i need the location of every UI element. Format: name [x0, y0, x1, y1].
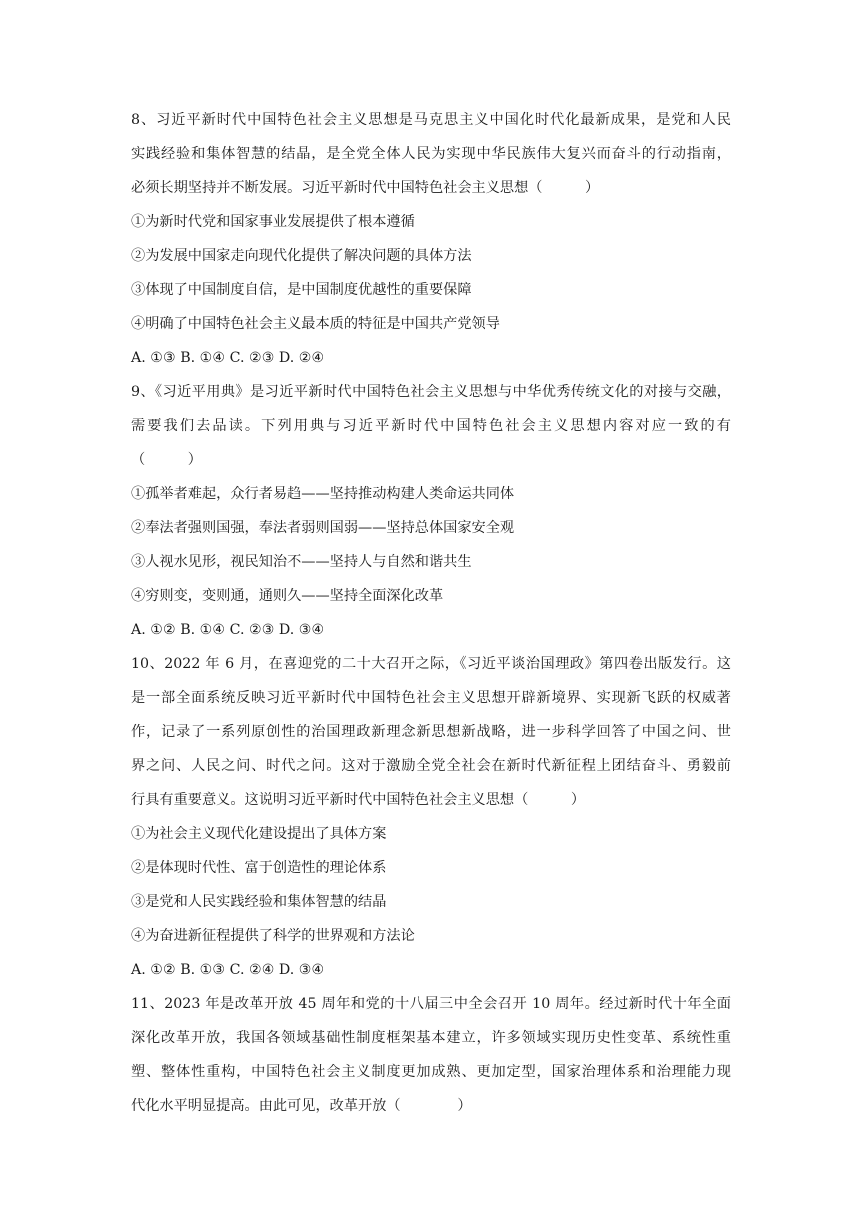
question-9-stem-line-3: （ ） [131, 452, 202, 468]
question-9-option-3: ③人视水见形，视民知治不——坚持人与自然和谐共生 [131, 554, 472, 570]
page-content [131, 103, 731, 1123]
question-11-stem-line-4: 代化水平明显提高。由此可见，改革开放（ ） [131, 1098, 472, 1114]
question-8 [131, 103, 731, 375]
question-8-option-2: ②为发展中国家走向现代化提供了解决问题的具体方法 [131, 248, 472, 264]
question-10-stem-line-4: 界之问、人民之问、时代之问。这对于激励全党全社会在新时代新征程上团结奋斗、勇毅前 [131, 758, 731, 774]
question-10-option-1: ①为社会主义现代化建设提出了具体方案 [131, 826, 387, 842]
question-8-option-1: ①为新时代党和国家事业发展提供了根本遵循 [131, 214, 415, 230]
question-11-stem-line-2: 深化改革开放，我国各领域基础性制度框架基本建立，许多领域实现历史性变革、系统性重 [131, 1030, 731, 1046]
question-10 [131, 647, 731, 987]
question-10-answer-choices: A. ①② B. ①③ C. ②④ D. ③④ [131, 962, 325, 978]
question-8-option-3: ③体现了中国制度自信，是中国制度优越性的重要保障 [131, 282, 472, 298]
question-8-stem-line-2: 实践经验和集体智慧的结晶，是全党全体人民为实现中华民族伟大复兴而奋斗的行动指南， [131, 146, 731, 162]
question-8-answer-choices: A. ①③ B. ①④ C. ②③ D. ②④ [131, 350, 325, 366]
question-8-stem-line-3: 必须长期坚持并不断发展。习近平新时代中国特色社会主义思想（ ） [131, 180, 600, 196]
question-10-stem-line-3: 作，记录了一系列原创性的治国理政新理念新思想新战略，进一步科学回答了中国之问、世 [131, 724, 731, 740]
question-8-option-4: ④明确了中国特色社会主义最本质的特征是中国共产党领导 [131, 316, 500, 332]
question-11-stem-line-1: 11、2023 年是改革开放 45 周年和党的十八届三中全会召开 10 周年。经过新时代十年全面 [131, 996, 731, 1012]
question-10-stem-line-5: 行具有重要意义。这说明习近平新时代中国特色社会主义思想（ ） [131, 792, 586, 808]
question-10-option-3: ③是党和人民实践经验和集体智慧的结晶 [131, 894, 387, 910]
question-10-stem-line-1: 10、2022 年 6 月，在喜迎党的二十大召开之际，《习近平谈治国理政》第四卷出版发行。这 [131, 656, 731, 672]
question-9-stem-line-1: 9、《习近平用典》是习近平新时代中国特色社会主义思想与中华优秀传统文化的对接与交融， [131, 384, 731, 400]
question-8-stem-line-1: 8、习近平新时代中国特色社会主义思想是马克思主义中国化时代化最新成果，是党和人民 [131, 112, 731, 128]
question-9-option-2: ②奉法者强则国强，奉法者弱则国弱——坚持总体国家安全观 [131, 520, 515, 536]
question-10-option-2: ②是体现时代性、富于创造性的理论体系 [131, 860, 387, 876]
question-9-stem-line-2: 需要我们去品读。下列用典与习近平新时代中国特色社会主义思想内容对应一致的有 [131, 418, 731, 434]
question-11 [131, 987, 731, 1123]
question-9-answer-choices: A. ①② B. ①④ C. ②③ D. ③④ [131, 622, 325, 638]
question-9 [131, 375, 731, 647]
question-10-option-4: ④为奋进新征程提供了科学的世界观和方法论 [131, 928, 415, 944]
question-9-option-4: ④穷则变，变则通，通则久——坚持全面深化改革 [131, 588, 444, 604]
question-11-stem-line-3: 塑、整体性重构，中国特色社会主义制度更加成熟、更加定型，国家治理体系和治理能力现 [131, 1064, 731, 1080]
question-10-stem-line-2: 是一部全面系统反映习近平新时代中国特色社会主义思想开辟新境界、实现新飞跃的权威著 [131, 690, 731, 706]
question-9-option-1: ①孤举者难起，众行者易趋——坚持推动构建人类命运共同体 [131, 486, 515, 502]
